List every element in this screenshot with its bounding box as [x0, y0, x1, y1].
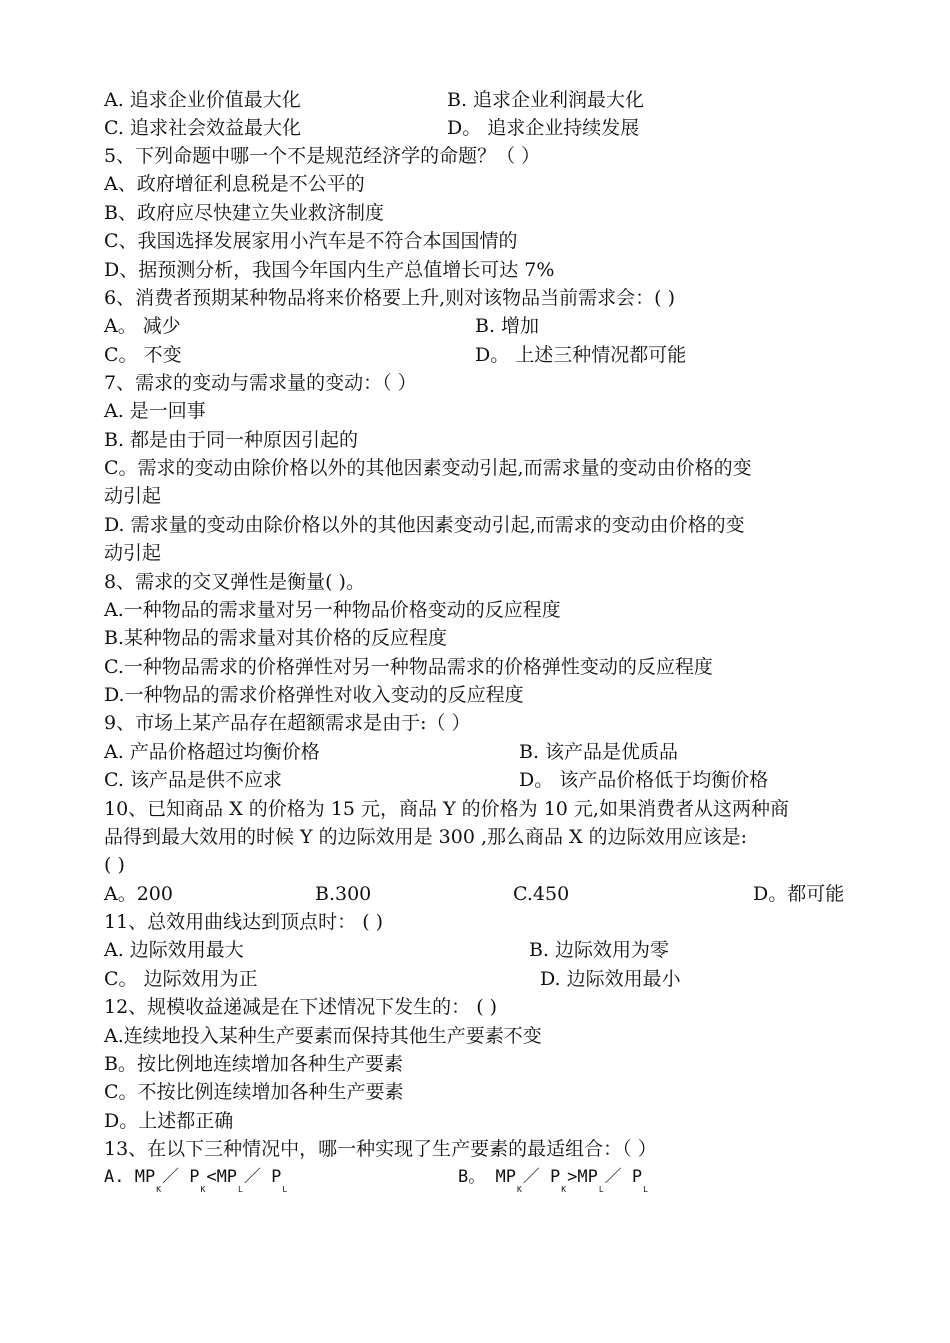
- q9-stem: 9、市场上某产品存在超额需求是由于:（ ）: [104, 712, 471, 734]
- q10-stem-line2: 品得到最大效用的时候 Y 的边际效用是 300 ,那么商品 X 的边际效用应该是:: [104, 826, 748, 848]
- q13-option-b: [458, 1163, 649, 1194]
- q13-b-prefix: B。 MP: [458, 1167, 516, 1187]
- q7-stem: 7、需求的变动与需求量的变动：（ ）: [104, 372, 417, 394]
- subscript-k: K: [156, 1185, 162, 1194]
- q4-option-d: D。 追求企业持续发展: [447, 117, 640, 139]
- q4-option-a: A. 追求企业价值最大化: [104, 89, 301, 111]
- q10-option-a: A。200: [104, 883, 173, 905]
- q13-option-a: [104, 1163, 288, 1194]
- q13-b-part1: ／ P: [522, 1167, 561, 1187]
- q7-option-a: A. 是一回事: [104, 400, 206, 422]
- q12-stem: 12、规模收益递减是在下述情况下发生的： ( ): [104, 996, 498, 1018]
- q10-option-d: D。都可能: [753, 883, 845, 905]
- q7-option-d-line1: D. 需求量的变动由除价格以外的其他因素变动引起,而需求的变动由价格的变: [104, 514, 745, 536]
- subscript-l: L: [598, 1185, 604, 1194]
- subscript-k: K: [516, 1185, 522, 1194]
- q9-option-b: B. 该产品是优质品: [519, 741, 679, 763]
- q13-b-part3: ／ P: [604, 1167, 643, 1187]
- q5-option-c: C、我国选择发展家用小汽车是不符合本国国情的: [104, 230, 518, 252]
- q11-stem: 11、总效用曲线达到顶点时： ( ): [104, 911, 384, 933]
- q11-option-a: A. 边际效用最大: [104, 939, 244, 961]
- q8-option-b: B.某种物品的需求量对其价格的反应程度: [104, 627, 448, 649]
- q10-stem-line1: 10、已知商品 X 的价格为 15 元，商品 Y 的价格为 10 元,如果消费者从这两种商: [104, 798, 789, 820]
- q13-a-prefix: A. MP: [104, 1167, 156, 1187]
- q9-option-a: A. 产品价格超过均衡价格: [104, 741, 320, 763]
- q10-stem-line3: ( ): [104, 854, 125, 876]
- q5-option-b: B、政府应尽快建立失业救济制度: [104, 202, 384, 224]
- q6-option-c: C。 不变: [104, 344, 182, 366]
- q12-option-b: B。按比例地连续增加各种生产要素: [104, 1053, 403, 1075]
- q10-option-b: B.300: [315, 883, 372, 905]
- q12-option-d: D。上述都正确: [104, 1110, 234, 1132]
- q7-option-b: B. 都是由于同一种原因引起的: [104, 429, 359, 451]
- q6-stem: 6、消费者预期某种物品将来价格要上升,则对该物品当前需求会：( ): [104, 287, 675, 309]
- q7-option-d-line2: 动引起: [104, 542, 162, 564]
- q13-stem: 13、在以下三种情况中，哪一种实现了生产要素的最适组合：（ ）: [104, 1138, 657, 1160]
- q11-option-b: B. 边际效用为零: [529, 939, 670, 961]
- q12-option-a: A.连续地投入某种生产要素而保持其他生产要素不变: [104, 1025, 542, 1047]
- q11-option-c: C。 边际效用为正: [104, 968, 258, 990]
- q13-a-part1: ／ P: [162, 1167, 200, 1187]
- q8-option-c: C.一种物品需求的价格弹性对另一种物品需求的价格弹性变动的反应程度: [104, 656, 713, 678]
- subscript-k: K: [200, 1185, 206, 1194]
- q9-option-c: C. 该产品是供不应求: [104, 769, 282, 791]
- q6-option-b: B. 增加: [475, 315, 540, 337]
- q5-option-d: D、据预测分析，我国今年国内生产总值增长可达 7%: [104, 259, 555, 281]
- q5-option-a: A、政府增征利息税是不公平的: [104, 173, 365, 195]
- q4-option-c: C. 追求社会效益最大化: [104, 117, 301, 139]
- q4-option-b: B. 追求企业利润最大化: [447, 89, 645, 111]
- q11-option-d: D. 边际效用最小: [540, 968, 681, 990]
- q8-option-a: A.一种物品的需求量对另一种物品价格变动的反应程度: [104, 599, 561, 621]
- q5-stem: 5、下列命题中哪一个不是规范经济学的命题？（ ）: [104, 145, 541, 167]
- q7-option-c-line1: C。需求的变动由除价格以外的其他因素变动引起,而需求量的变动由价格的变: [104, 457, 752, 479]
- subscript-k: K: [561, 1185, 567, 1194]
- q13-b-part2: >MP: [567, 1167, 598, 1187]
- q7-option-c-line2: 动引起: [104, 485, 162, 507]
- subscript-l: L: [643, 1185, 648, 1194]
- q6-option-d: D。 上述三种情况都可能: [475, 344, 687, 366]
- q6-option-a: A。 减少: [104, 315, 181, 337]
- q8-stem: 8、需求的交叉弹性是衡量( )。: [104, 571, 365, 593]
- q9-option-d: D。 该产品价格低于均衡价格: [519, 769, 769, 791]
- subscript-l: L: [238, 1185, 243, 1194]
- q10-option-c: C.450: [513, 883, 570, 905]
- q12-option-c: C。不按比例连续增加各种生产要素: [104, 1081, 404, 1103]
- q13-a-part2: <MP: [206, 1167, 238, 1187]
- q8-option-d: D.一种物品的需求价格弹性对收入变动的反应程度: [104, 684, 524, 706]
- subscript-l: L: [282, 1185, 288, 1194]
- q13-a-part3: ／ P: [243, 1167, 282, 1187]
